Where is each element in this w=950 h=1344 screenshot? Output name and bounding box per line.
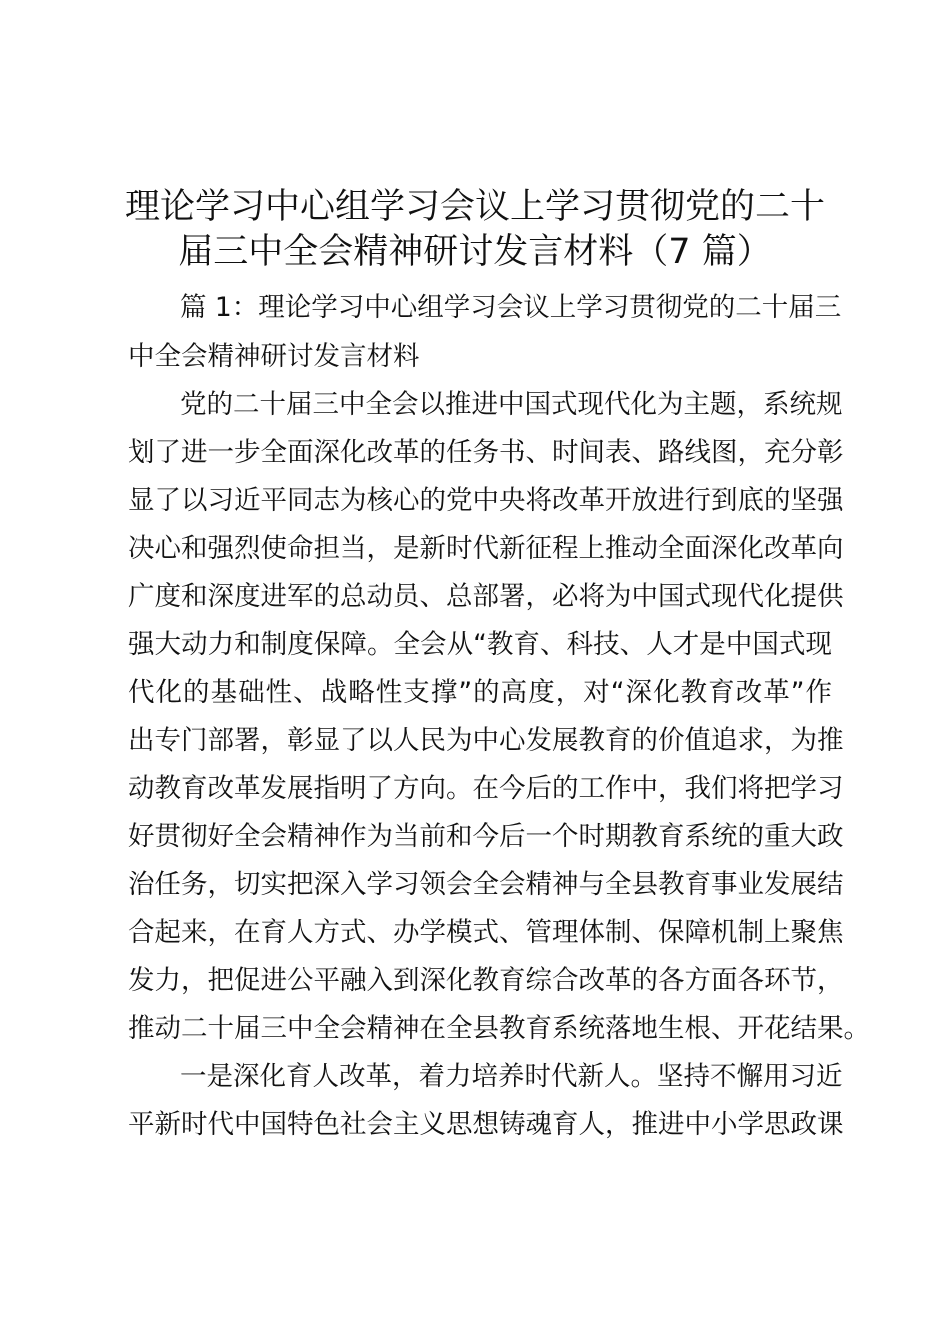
body-line: 决心和强烈使命担当，是新时代新征程上推动全面深化改革向 [128,533,844,564]
body-line: 划了进一步全面深化改革的任务书、时间表、路线图，充分彰 [128,437,844,468]
body-line: 出专门部署，彰显了以人民为中心发展教育的价值追求，为推 [128,725,844,756]
body-line: 中全会精神研讨发言材料 [128,341,420,372]
document-title-line-2: 届三中全会精神研讨发言材料（7 篇） [178,232,772,272]
body-line: 推动二十届三中全会精神在全县教育系统落地生根、开花结果。 [128,1013,870,1044]
body-line: 广度和深度进军的总动员、总部署，必将为中国式现代化提供 [128,581,844,612]
body-line: 合起来，在育人方式、办学模式、管理体制、保障机制上聚焦 [128,917,844,948]
body-line: 显了以习近平同志为核心的党中央将改革开放进行到底的坚强 [128,485,844,516]
body-line: 平新时代中国特色社会主义思想铸魂育人，推进中小学思政课 [128,1109,844,1140]
body-line: 动教育改革发展指明了方向。在今后的工作中，我们将把学习 [128,773,844,804]
body-line: 好贯彻好全会精神作为当前和今后一个时期教育系统的重大政 [128,821,844,852]
document-title-line-1: 理论学习中心组学习会议上学习贯彻党的二十 [124,187,825,227]
body-line: 篇 1：理论学习中心组学习会议上学习贯彻党的二十届三 [180,292,842,323]
body-line: 代化的基础性、战略性支撑”的高度，对“深化教育改革”作 [128,677,832,708]
body-line: 一是深化育人改革，着力培养时代新人。坚持不懈用习近 [180,1061,843,1092]
body-line: 治任务，切实把深入学习领会全会精神与全县教育事业发展结 [128,869,844,900]
body-line: 党的二十届三中全会以推进中国式现代化为主题，系统规 [180,389,843,420]
body-line: 强大动力和制度保障。全会从“教育、科技、人才是中国式现 [128,629,832,660]
body-line: 发力，把促进公平融入到深化教育综合改革的各方面各环节， [128,965,844,996]
